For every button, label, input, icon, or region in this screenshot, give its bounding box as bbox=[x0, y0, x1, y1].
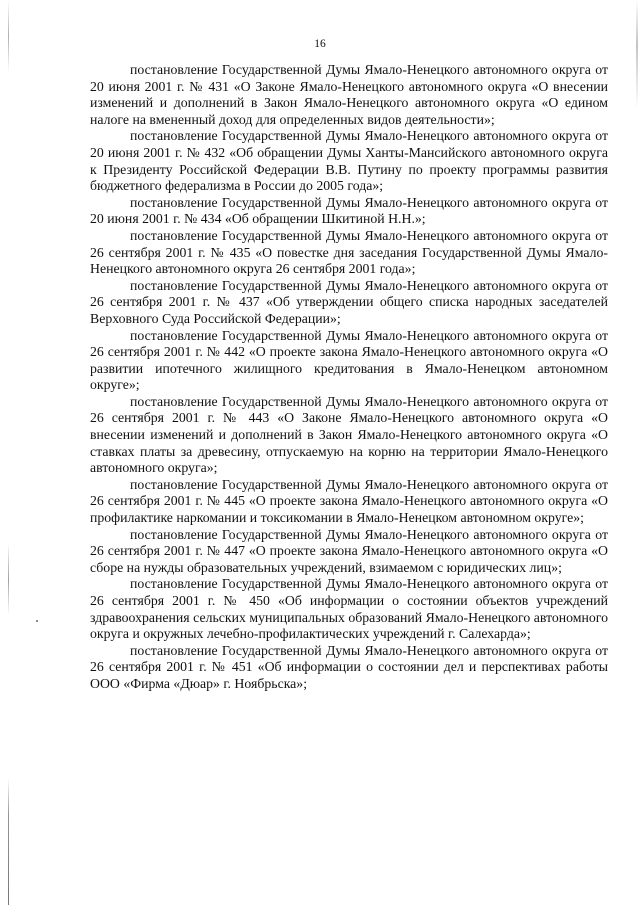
scan-edge-right bbox=[636, 0, 638, 905]
paragraph-resolution-435: постановление Государственной Думы Ямало-Ненецкого автономного округа от 26 сентября 2001 г. № 435 «О повестке дня заседания Государственной Думы Ямало-Ненецкого автономного округа 26 сентября 2001 года»; bbox=[90, 227, 608, 277]
paragraph-resolution-450: постановление Государственной Думы Ямало-Ненецкого автономного округа от 26 сентября 2001 г. № 450 «Об информации о состоянии объектов учреждений здравоохранения сельских муниципальных образований Ямало-Ненецкого автономного округа и окружных лечебно-профилактических учреждений г. Салехарда»; bbox=[90, 576, 608, 642]
page-number: 16 bbox=[314, 38, 326, 50]
paragraph-resolution-447: постановление Государственной Думы Ямало-Ненецкого автономного округа от 26 сентября 2001 г. № 447 «О проекте закона Ямало-Ненецкого автономного округа «О сборе на нужды образовательных учреждений, взимаемом с юридических лиц»; bbox=[90, 526, 608, 575]
paragraph-resolution-431: постановление Государственной Думы Ямало-Ненецкого автономного округа от 20 июня 2001 г. № 431 «О Законе Ямало-Ненецкого автономного округа «О внесении изменений и дополнений в Закон Ямало-Ненецкого автономного округа «О едином налоге на вмененный доход для определенных видов деятельности»; bbox=[90, 62, 608, 127]
body-text bbox=[90, 62, 608, 693]
paragraph-resolution-437: постановление Государственной Думы Ямало-Ненецкого автономного округа от 26 сентября 2001 г. № 437 «Об утверждении общего списка народных заседателей Верховного Суда Российской Федерации»; bbox=[90, 277, 608, 326]
scan-edge-left bbox=[8, 0, 9, 905]
scan-speck bbox=[36, 620, 38, 622]
paragraph-resolution-445: постановление Государственной Думы Ямало-Ненецкого автономного округа от 26 сентября 2001 г. № 445 «О проекте закона Ямало-Ненецкого автономного округа «О профилактике наркомании и токсикомании в Ямало-Ненецком автономном округе»; bbox=[90, 476, 608, 526]
paragraph-resolution-451: постановление Государственной Думы Ямало-Ненецкого автономного округа от 26 сентября 2001 г. № 451 «Об информации о состоянии дел и перспективах работы ООО «Фирма «Дюар» г. Ноябрьска»; bbox=[90, 642, 608, 691]
paragraph-resolution-432: постановление Государственной Думы Ямало-Ненецкого автономного округа от 20 июня 2001 г. № 432 «Об обращении Думы Ханты-Мансийского автономного округа к Президенту Российской Федерации В.В. Путину по проекту программы развития бюджетного федерализма в России до 2005 года»; bbox=[90, 128, 608, 194]
paragraph-resolution-434: постановление Государственной Думы Ямало-Ненецкого автономного округа от 20 июня 2001 г. № 434 «Об обращении Шкитиной Н.Н.»; bbox=[90, 194, 608, 227]
paragraph-resolution-443: постановление Государственной Думы Ямало-Ненецкого автономного округа от 26 сентября 2001 г. № 443 «О Законе Ямало-Ненецкого автономного округа «О внесении изменений и дополнений в Закон Ямало-Ненецкого автономного округа «О ставках платы за древесину, отпускаемую на корню на территории Ямало-Ненецкого автономного округа»; bbox=[90, 393, 608, 476]
paragraph-resolution-442: постановление Государственной Думы Ямало-Ненецкого автономного округа от 26 сентября 2001 г. № 442 «О проекте закона Ямало-Ненецкого автономного округа «О развитии ипотечного жилищного кредитования в Ямало-Ненецком автономном округе»; bbox=[90, 327, 608, 393]
